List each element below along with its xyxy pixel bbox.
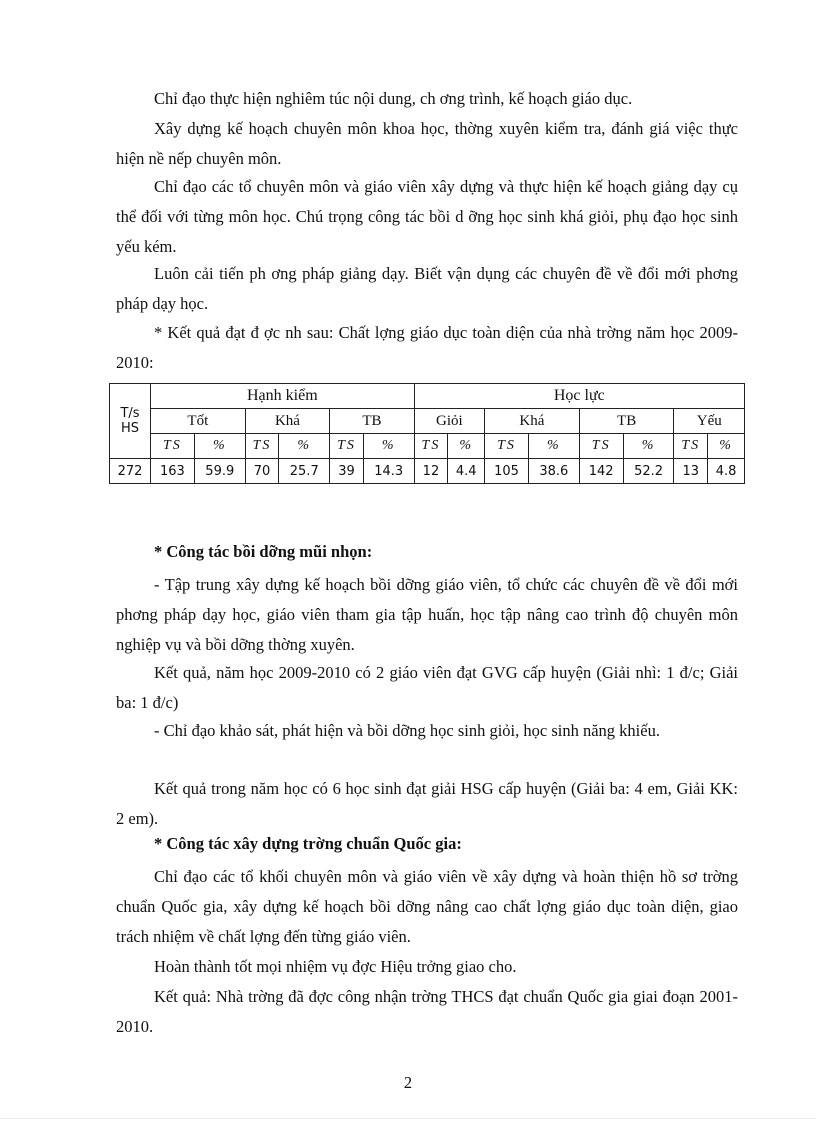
results-table [109,383,745,484]
paragraph: Kết quả trong năm học có 6 học sinh đạt giải HSG cấp huyện (Giải ba: 4 em, Giải KK: 2 em). [116,779,738,828]
value-cell: 13 [674,459,708,484]
value-cell: 39 [330,459,364,484]
value-cell: 163 [151,459,195,484]
unit-cell: TS [674,434,708,459]
unit-cell: TS [579,434,623,459]
category-header: Yếu [674,409,745,434]
paragraph: Chỉ đạo các tổ chuyên môn và giáo viên xây dựng và thực hiện kế hoạch giảng dạy cụ thể đối với từng môn học. Chú trọng công tác bồi d ỡng học sinh khá giỏi, phụ đạo học sinh yếu kém. [116,177,738,256]
category-header: Khá [245,409,329,434]
value-cell: 25.7 [279,459,330,484]
unit-cell: TS [414,434,448,459]
page-bottom-divider [0,1118,816,1119]
paragraph: Kết quả: Nhà trờng đã đợc công nhận trờng THCS đạt chuẩn Quốc gia giai đoạn 2001-2010. [116,987,738,1036]
paragraph: - Tập trung xây dựng kế hoạch bồi dỡng giáo viên, tổ chức các chuyên đề về đổi mới phơng pháp dạy học, giáo viên tham gia tập huấn, học tập nâng cao trình độ chuyên môn nghiệp vụ và bồi dỡng thờng xuyên. [116,575,738,654]
paragraph: Luôn cải tiến ph ơng pháp giảng dạy. Biết vận dụng các chuyên đề về đổi mới phơng pháp dạy học. [116,264,738,313]
paragraph: * Kết quả đạt đ ợc nh sau: Chất lợng giáo dục toàn diện của nhà trờng năm học 2009-2010: [116,323,738,372]
category-header: Khá [485,409,580,434]
value-cell: 52.2 [623,459,674,484]
paragraph: Chỉ đạo thực hiện nghiêm túc nội dung, ch ơng trình, kế hoạch giáo dục. [154,89,633,108]
section-heading: * Công tác bồi dỡng mũi nhọn: [154,542,373,561]
value-cell: 14.3 [363,459,414,484]
paragraph: Hoàn thành tốt mọi nhiệm vụ đợc Hiệu trởng giao cho. [154,957,517,976]
paragraph: Kết quả, năm học 2009-2010 có 2 giáo viên đạt GVG cấp huyện (Giải nhì: 1 đ/c; Giải ba: 1 đ/c) [116,663,738,712]
page-number: 2 [403,1073,413,1092]
category-header: TB [579,409,674,434]
total-cell: 272 [110,459,151,484]
paragraph: Xây dựng kế hoạch chuyên môn khoa học, thờng xuyên kiểm tra, đánh giá việc thực hiện nề nếp chuyên môn. [116,119,738,168]
unit-cell: % [528,434,579,459]
paragraph: - Chỉ đạo khảo sát, phát hiện và bồi dỡng học sinh giỏi, học sinh năng khiếu. [154,721,660,740]
unit-cell: % [194,434,245,459]
unit-cell: TS [245,434,279,459]
section-heading: * Công tác xây dựng trờng chuẩn Quốc gia: [154,834,462,853]
value-cell: 59.9 [194,459,245,484]
value-cell: 70 [245,459,279,484]
unit-cell: % [623,434,674,459]
unit-cell: % [448,434,485,459]
conduct-group-header: Hạnh kiểm [151,384,415,409]
category-header: Tốt [151,409,246,434]
unit-cell: TS [330,434,364,459]
category-header: TB [330,409,414,434]
unit-cell: TS [485,434,529,459]
value-cell: 4.4 [448,459,485,484]
unit-cell: TS [151,434,195,459]
value-cell: 142 [579,459,623,484]
unit-cell: % [708,434,745,459]
value-cell: 4.8 [708,459,745,484]
category-header: Giỏi [414,409,484,434]
value-cell: 105 [485,459,529,484]
unit-cell: % [279,434,330,459]
paragraph: Chỉ đạo các tổ khối chuyên môn và giáo viên về xây dựng và hoàn thiện hồ sơ trờng chuẩn Quốc gia, xây dựng kế hoạch bồi dỡng nâng cao chất lợng giáo dục toàn diện, giao trách nhiệm về chất lợng đến từng giáo viên. [116,867,738,946]
value-cell: 12 [414,459,448,484]
academic-group-header: Học lực [414,384,744,409]
value-cell: 38.6 [528,459,579,484]
unit-cell: % [363,434,414,459]
row-header-cell: T/s HS [110,384,151,459]
